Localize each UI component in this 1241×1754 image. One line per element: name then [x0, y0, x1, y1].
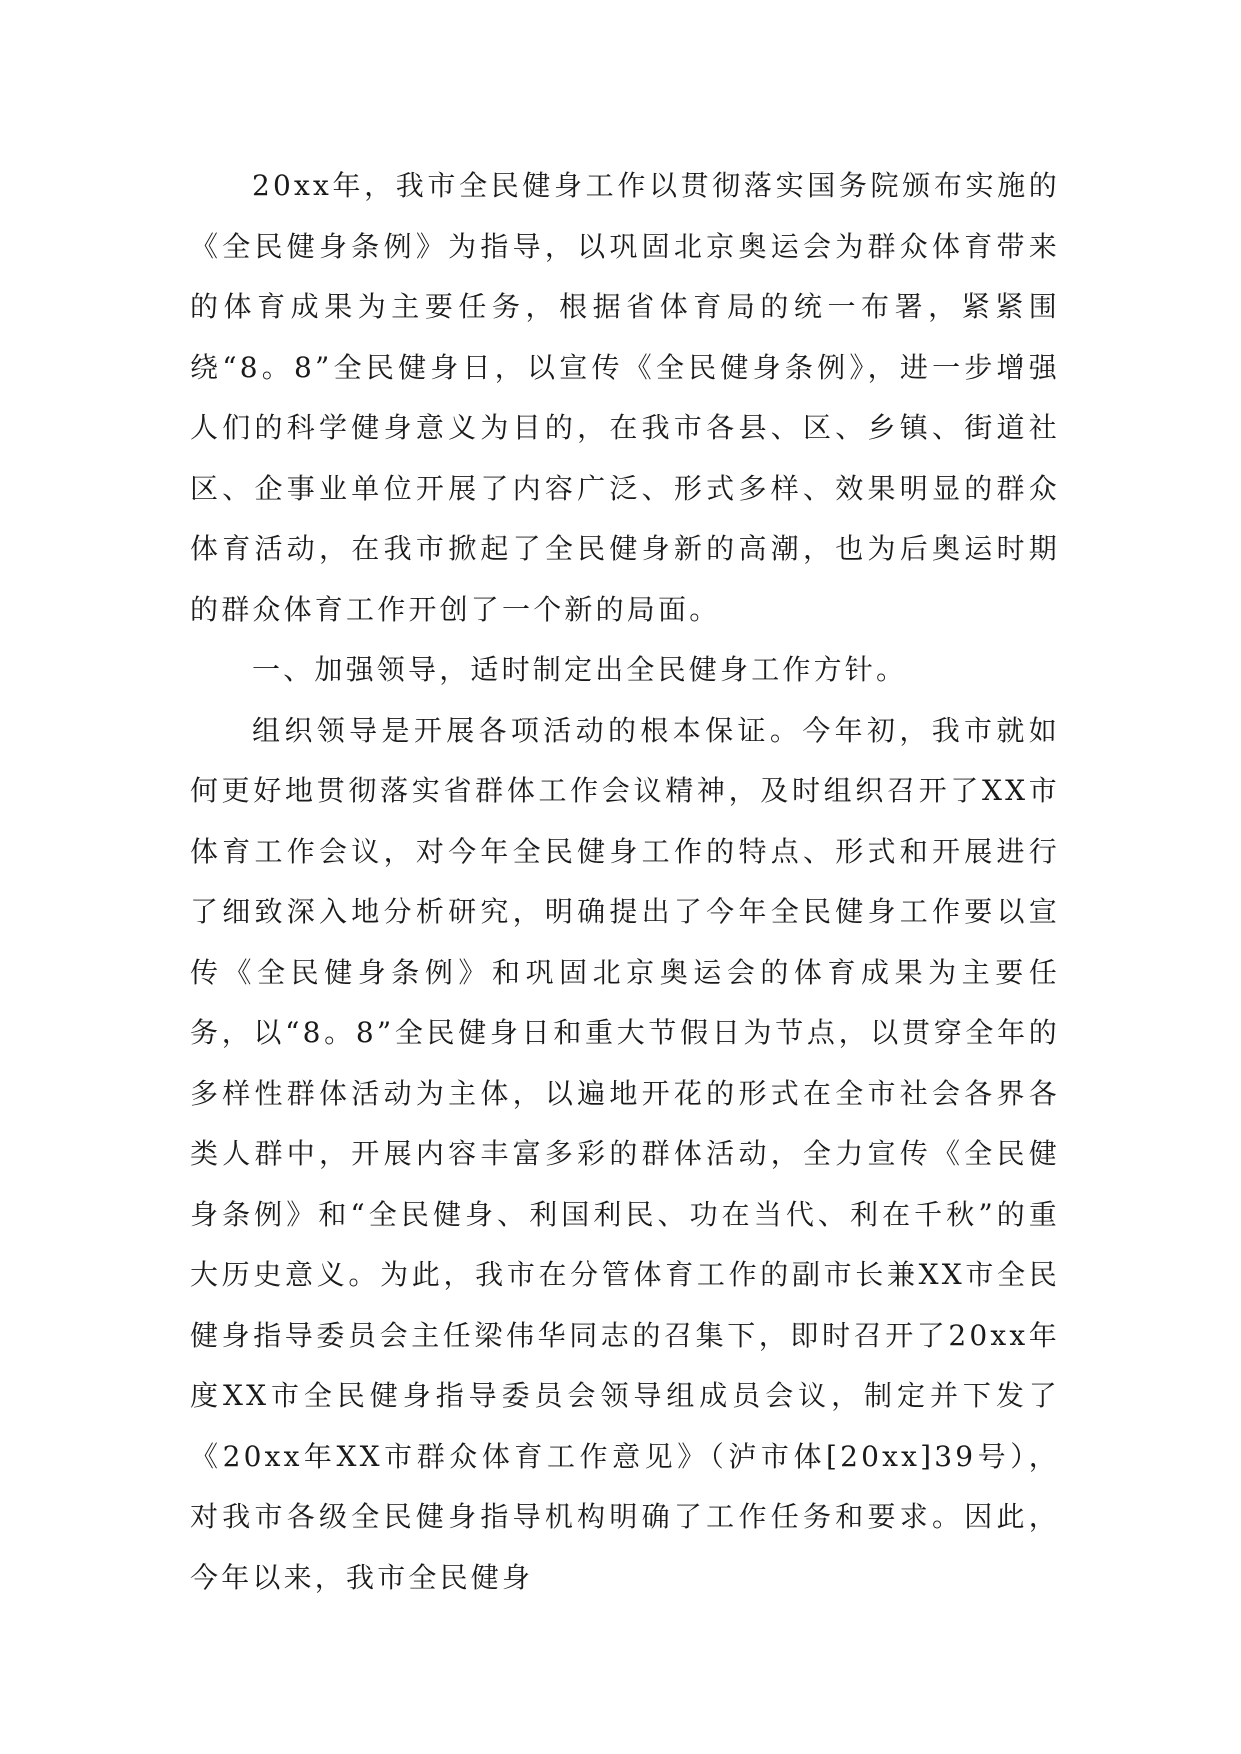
document-body — [190, 156, 1060, 1608]
section-heading-1: 一、加强领导，适时制定出全民健身工作方针。 — [252, 653, 908, 686]
paragraph-intro: 20xx年，我市全民健身工作以贯彻落实国务院颁布实施的《全民健身条例》为指导，以巩固北京奥运会为群众体育带来的体育成果为主要任务，根据省体育局的统一布署，紧紧围绕“8。8”全民健身日，以宣传《全民健身条例》，进一步增强人们的科学健身意义为目的，在我市各县、区、乡镇、街道社区、企事业单位开展了内容广泛、形式多样、效果明显的群众体育活动，在我市掀起了全民健身新的高潮，也为后奥运时期的群众体育工作开创了一个新的局面。 — [190, 169, 1060, 626]
paragraph-leadership: 组织领导是开展各项活动的根本保证。今年初，我市就如何更好地贯彻落实省群体工作会议精神，及时组织召开了XX市体育工作会议，对今年全民健身工作的特点、形式和开展进行了细致深入地分析研究，明确提出了今年全民健身工作要以宣传《全民健身条例》和巩固北京奥运会的体育成果为主要任务，以“8。8”全民健身日和重大节假日为节点，以贯穿全年的多样性群体活动为主体，以遍地开花的形式在全市社会各界各类人群中，开展内容丰富多彩的群体活动，全力宣传《全民健身条例》和“全民健身、利国利民、功在当代、利在千秋”的重大历史意义。为此，我市在分管体育工作的副市长兼XX市全民健身指导委员会主任梁伟华同志的召集下，即时召开了20xx年度XX市全民健身指导委员会领导组成员会议，制定并下发了《20xx年XX市群众体育工作意见》（泸市体[20xx]39号），对我市各级全民健身指导机构明确了工作任务和要求。因此，今年以来，我市全民健身 — [190, 713, 1060, 1594]
